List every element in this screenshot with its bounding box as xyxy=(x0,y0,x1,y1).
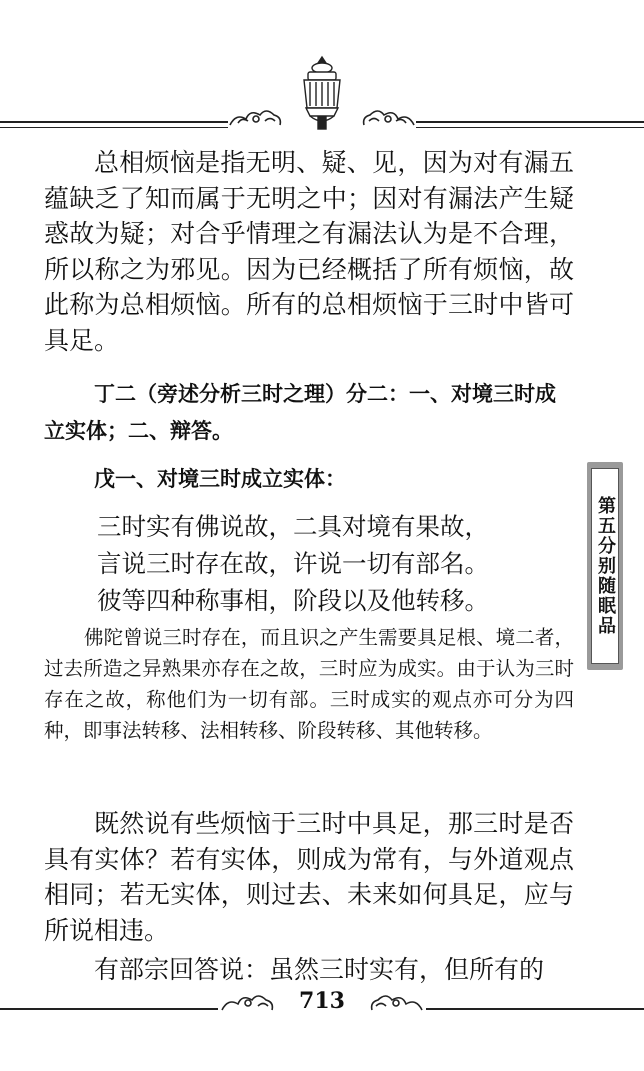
body-paragraph-1: 总相烦恼是指无明、疑、见，因为对有漏五蕴缺乏了知而属于无明之中；因对有漏法产生疑惑故为疑；对合乎情理之有漏法认为是不合理，所以称之为邪见。因为已经概括了所有烦恼，故此称为总相烦恼。所有的总相烦恼于三时中皆可具足。 xyxy=(44,148,574,355)
section-heading-wu1: 戊一、对境三时成立实体： xyxy=(94,467,346,491)
page-number: 713 xyxy=(299,988,345,1014)
chapter-title: 第五分别随眠品 xyxy=(595,496,616,636)
section-heading-ding2: 丁二（旁述分析三时之理）分二：一、对境三时成立实体；二、辩答。 xyxy=(44,382,556,443)
body-paragraph-3: 有部宗回答说：虽然三时实有，但所有的 xyxy=(94,955,545,984)
root-verse xyxy=(97,508,567,619)
verse-line: 三时实有佛说故，二具对境有果故， xyxy=(97,512,489,541)
body-paragraph-2: 既然说有些烦恼于三时中具足，那三时是否具有实体？若有实体，则成为常有，与外道观点相同；若无实体，则过去、未来如何具足，应与所说相违。 xyxy=(44,809,574,945)
commentary-paragraph: 佛陀曾说三时存在，而且识之产生需要具足根、境二者，过去所造之异熟果亦存在之故，三时应为成实。由于认为三时存在之故，称他们为一切有部。三时成实的观点亦可分为四种，即事法转移、法相转移、阶段转移、其他转移。 xyxy=(44,626,574,742)
verse-line: 言说三时存在故，许说一切有部名。 xyxy=(97,549,489,578)
chapter-side-tab-frame xyxy=(591,468,619,664)
chapter-side-tab xyxy=(587,462,623,670)
verse-line: 彼等四种称事相，阶段以及他转移。 xyxy=(97,586,489,615)
dharma-wheel-banner-icon xyxy=(210,55,434,135)
